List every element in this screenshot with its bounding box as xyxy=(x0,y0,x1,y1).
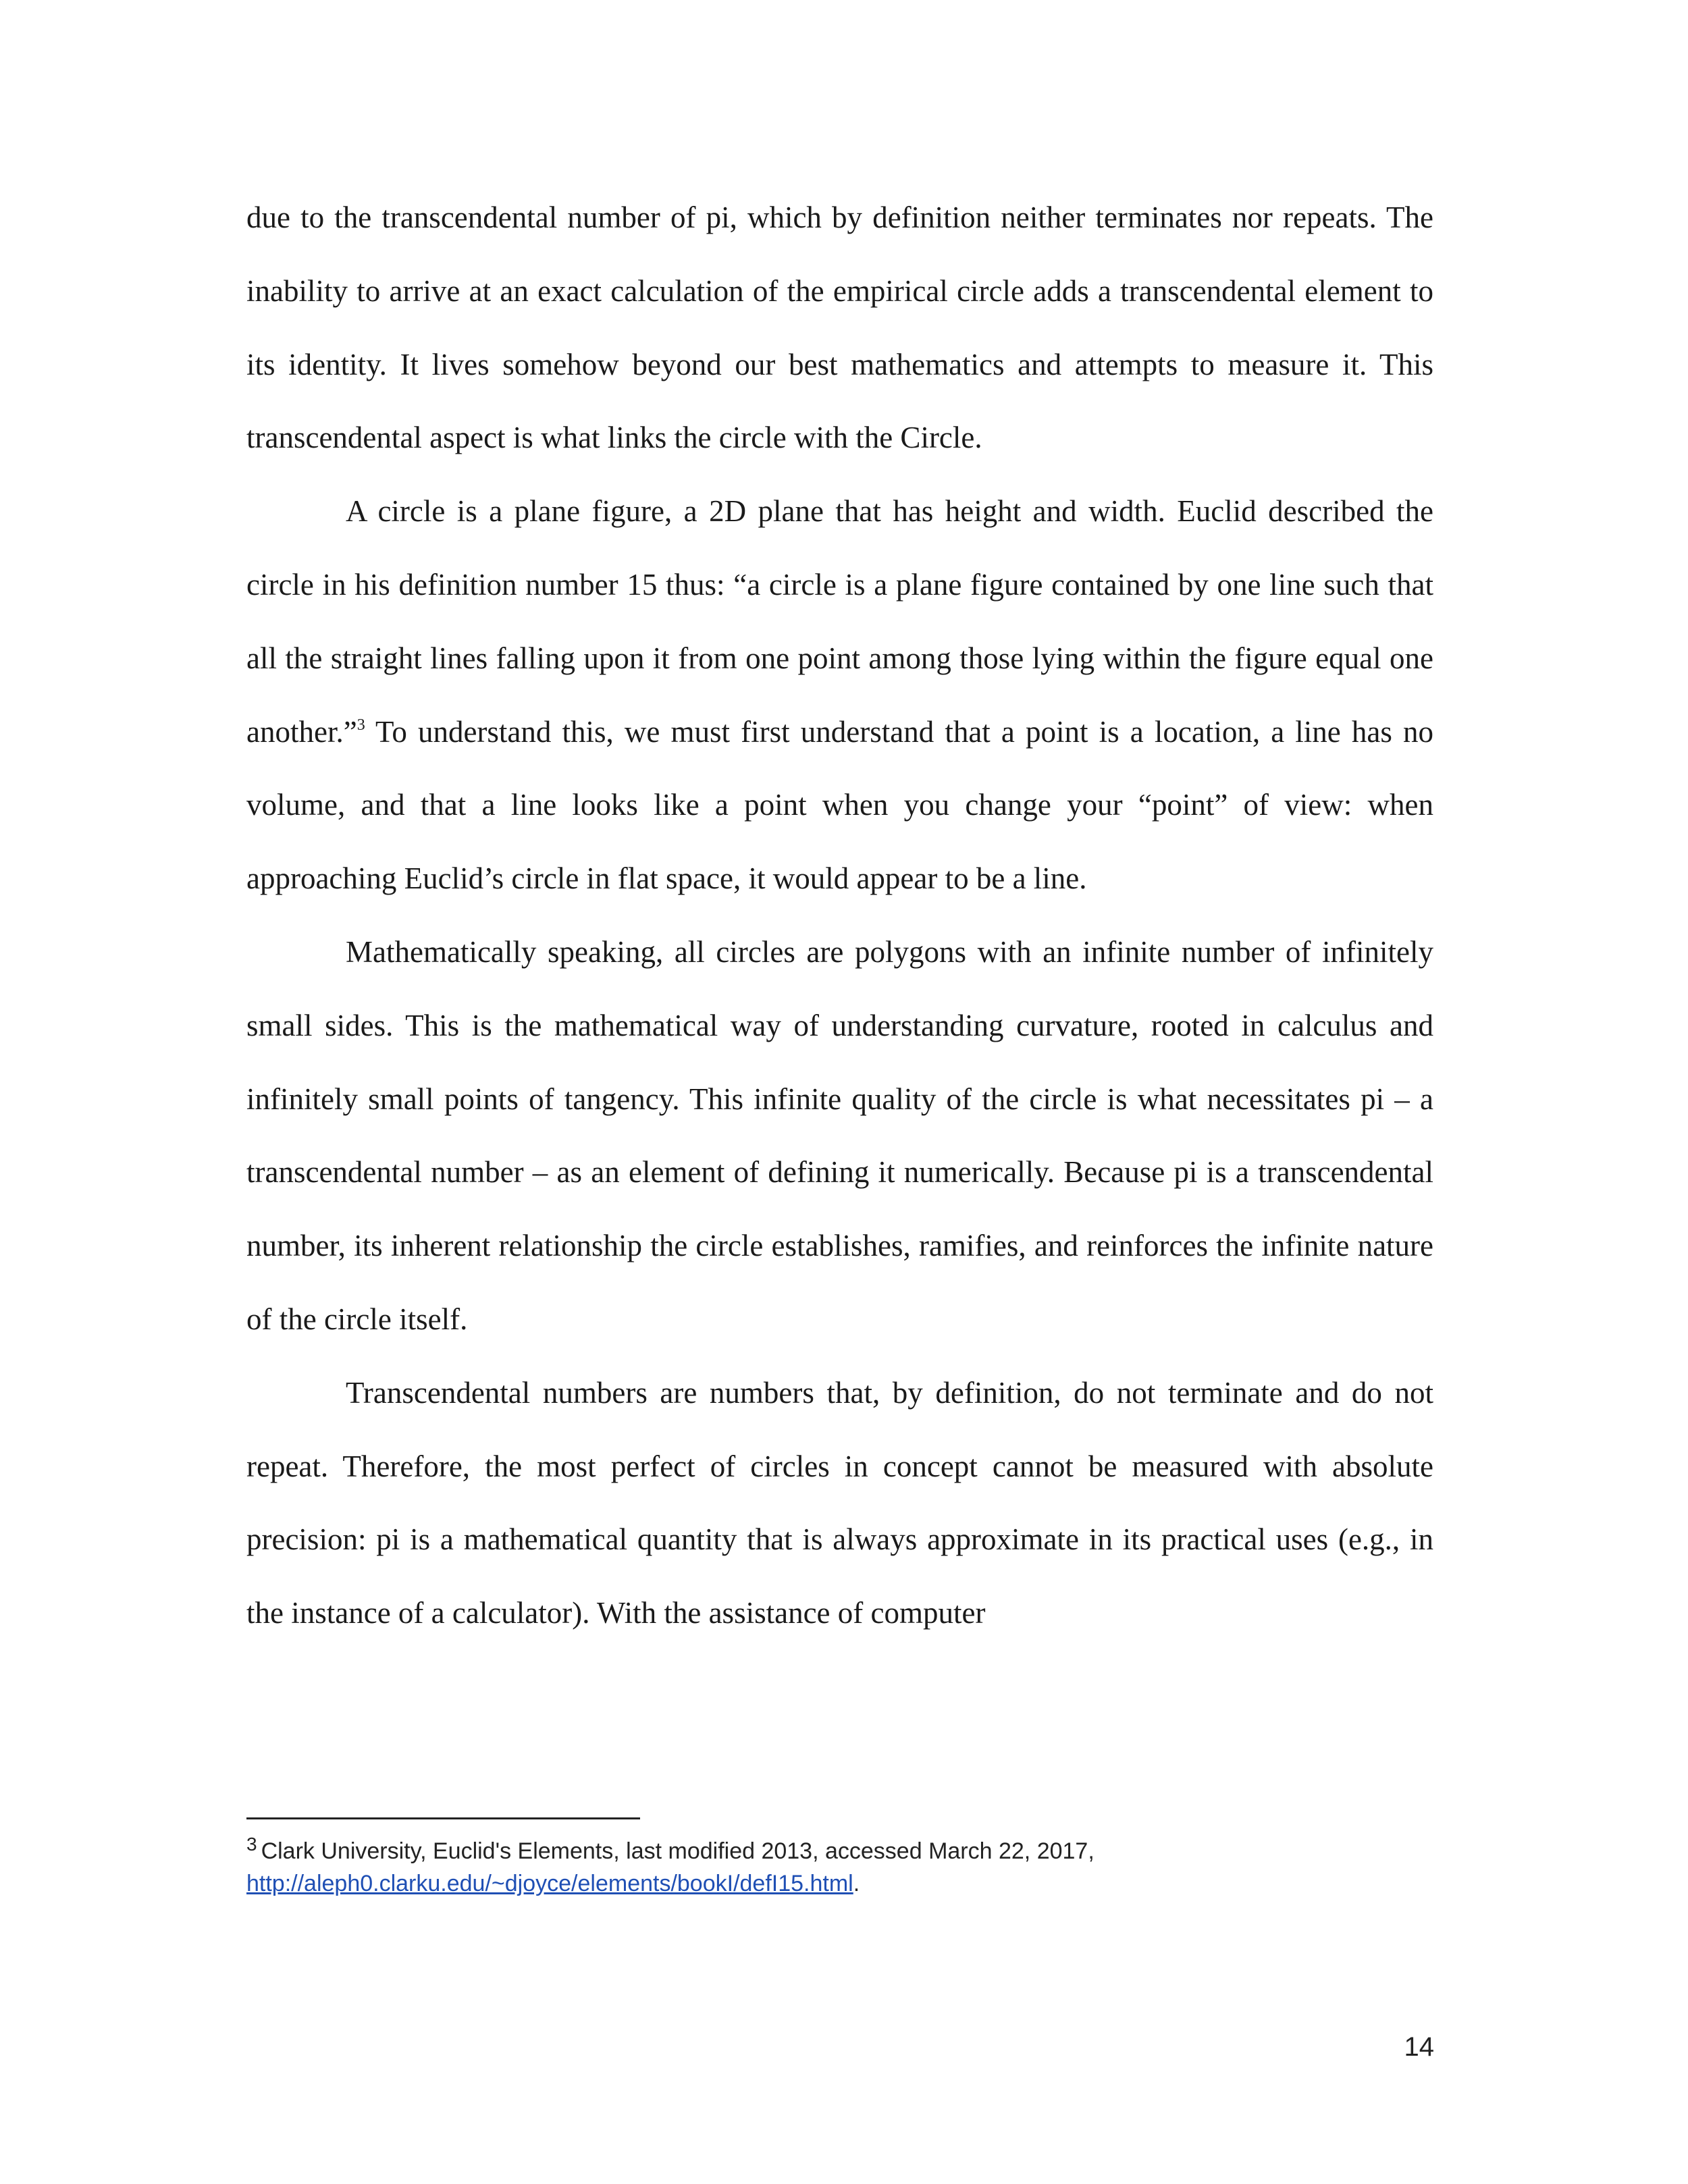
paragraph-2-text-end: To understand this, we must first understand that a point is a location, a line has no volume, and that a line looks like a point when you change your “point” of view: when approaching Euclid’s circle in flat space, it would appear to be a line. xyxy=(246,714,1433,896)
page-number: 14 xyxy=(1404,2032,1434,2062)
paragraph-2 xyxy=(246,475,1433,915)
footnote-marker: 3 xyxy=(246,1834,257,1855)
paragraph-1: due to the transcendental number of pi, which by definition neither terminates nor repeats. The inability to arrive at an exact calculation of the empirical circle adds a transcendental element to its identity. It lives somehow beyond our best mathematics and attempts to measure it. This transcendental aspect is what links the circle with the Circle. xyxy=(246,201,1433,455)
body-text xyxy=(246,181,1433,1650)
footnote xyxy=(246,1835,1138,1900)
footnote-text: Clark University, Euclid's Elements, last modified 2013, accessed March 22, 2017, xyxy=(261,1838,1094,1864)
paragraph-3: Mathematically speaking, all circles are polygons with an infinite number of infinitely small sides. This is the mathematical way of understanding curvature, rooted in calculus and infinitely small points of tangency. This infinite quality of the circle is what necessitates pi – a transcendental number – as an element of defining it numerically. Because pi is a transcendental number, its inherent relationship the circle establishes, ramifies, and reinforces the infinite nature of the circle itself. xyxy=(246,934,1433,1336)
footnote-end: . xyxy=(853,1871,860,1896)
footnote-separator xyxy=(246,1817,640,1819)
paragraph-2-text-start: A circle is a plane figure, a 2D plane that has height and width. Euclid described the circle in his definition number 15 thus: “a circle is a plane figure contained by one line such that all the straight lines falling upon it from one point among those lying within the figure equal one another.” xyxy=(246,494,1433,749)
footnote-link[interactable]: http://aleph0.clarku.edu/~djoyce/elements/bookI/defI15.html xyxy=(246,1871,853,1896)
paragraph-4: Transcendental numbers are numbers that, by definition, do not terminate and do not repeat. Therefore, the most perfect of circles in concept cannot be measured with absolute precision: pi is a mathematical quantity that is always approximate in its practical uses (e.g., in the instance of a calculator). With the assistance of computer xyxy=(246,1375,1433,1630)
footnote-reference[interactable]: 3 xyxy=(357,716,365,734)
